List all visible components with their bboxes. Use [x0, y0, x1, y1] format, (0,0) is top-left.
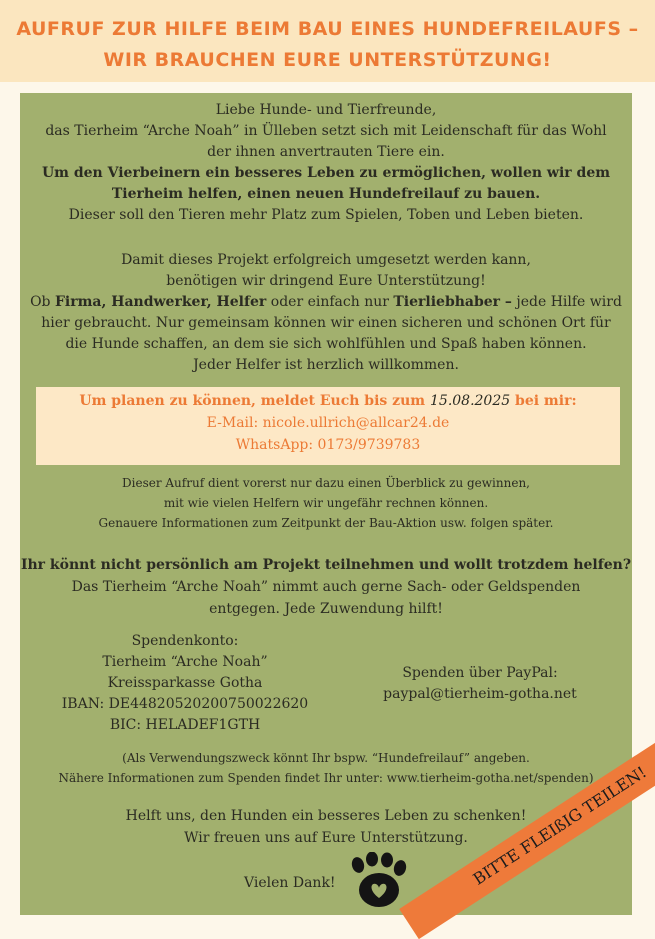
thanks-text: Vielen Dank!: [244, 875, 336, 891]
notice-line: Genauere Informationen zum Zeitpunkt der Bau-Aktion usw. folgen später.: [98, 516, 554, 530]
header-banner: [0, 0, 655, 82]
project-line: Damit dieses Projekt erfolgreich umgesetzt werden kann,: [121, 252, 531, 268]
signup-whatsapp[interactable]: WhatsApp: 0173/9739783: [235, 437, 421, 453]
notice-line: Dieser Aufruf dient vorerst nur dazu einen Überblick zu gewinnen,: [122, 476, 530, 490]
project-line: benötigen wir dringend Eure Unterstützung!: [166, 273, 486, 289]
purpose-line: (Als Verwendungszweck könnt Ihr bspw. “Hundefreilauf” angeben.: [122, 751, 530, 765]
intro-line: der ihnen anvertrauten Tiere ein.: [207, 144, 445, 160]
deadline-date: 15.08.2025: [430, 393, 511, 409]
headline-line-2: WIR BRAUCHEN EURE UNTERSTÜTZUNG!: [103, 49, 552, 71]
donate-line: entgegen. Jede Zuwendung hilft!: [209, 601, 443, 617]
project-line: Jeder Helfer ist herzlich willkommen.: [193, 357, 459, 373]
project-help-line: Ob Firma, Handwerker, Helfer oder einfach nur Tierliebhaber – jede Hilfe wird: [30, 294, 622, 310]
account-bank: Kreissparkasse Gotha: [107, 675, 263, 691]
project-line: die Hunde schaffen, an dem sie sich wohlfühlen und Spaß haben können.: [65, 336, 587, 352]
intro-line-bold: Tierheim helfen, einen neuen Hundefreilauf zu bauen.: [111, 186, 541, 202]
greeting: Liebe Hunde- und Tierfreunde,: [215, 102, 437, 118]
paypal-info: [360, 663, 600, 705]
paypal-address[interactable]: paypal@tierheim-gotha.net: [383, 686, 577, 702]
bank-account: [40, 631, 330, 736]
headline-line-1: AUFRUF ZUR HILFE BEIM BAU EINES HUNDEFREILAUFS –: [16, 18, 639, 40]
account-title: Spendenkonto:: [131, 633, 239, 649]
content-panel: [20, 93, 632, 915]
intro-line: das Tierheim “Arche Noah” in Ülleben setzt sich mit Leidenschaft für das Wohl: [45, 123, 607, 139]
signup-email[interactable]: E-Mail: nicole.ullrich@allcar24.de: [206, 415, 450, 431]
account-holder: Tierheim “Arche Noah”: [102, 654, 268, 670]
intro-line-bold: Um den Vierbeinern ein besseres Leben zu ermöglichen, wollen wir dem: [41, 165, 611, 181]
signup-callout: [36, 387, 620, 465]
paypal-title: Spenden über PayPal:: [402, 665, 558, 681]
account-iban: IBAN: DE44820520200750022620: [61, 696, 309, 712]
purpose-link-line[interactable]: Nähere Informationen zum Spenden findet Ihr unter: www.tierheim-gotha.net/spenden): [58, 771, 594, 785]
paw-heart-icon: [346, 852, 410, 910]
signup-deadline-line: Um planen zu können, meldet Euch bis zum 15.08.2025 bei mir:: [79, 393, 577, 409]
donate-line: Das Tierheim “Arche Noah” nimmt auch gerne Sach- oder Geldspenden: [71, 579, 581, 595]
intro-line: Dieser soll den Tieren mehr Platz zum Spielen, Toben und Leben bieten.: [68, 207, 584, 223]
closing-line: Wir freuen uns auf Eure Unterstützung.: [184, 830, 468, 846]
notice-line: mit wie vielen Helfern wir ungefähr rechnen können.: [163, 496, 489, 510]
share-ribbon: BITTE FLEIßIG TEILEN!: [399, 713, 655, 939]
closing-line: Helft uns, den Hunden ein besseres Leben zu schenken!: [125, 808, 527, 824]
account-bic: BIC: HELADEF1GTH: [109, 717, 261, 733]
project-line: hier gebraucht. Nur gemeinsam können wir einen sicheren und schönen Ort für: [41, 315, 611, 331]
donate-question: Ihr könnt nicht persönlich am Projekt teilnehmen und wollt trotzdem helfen?: [20, 557, 632, 573]
